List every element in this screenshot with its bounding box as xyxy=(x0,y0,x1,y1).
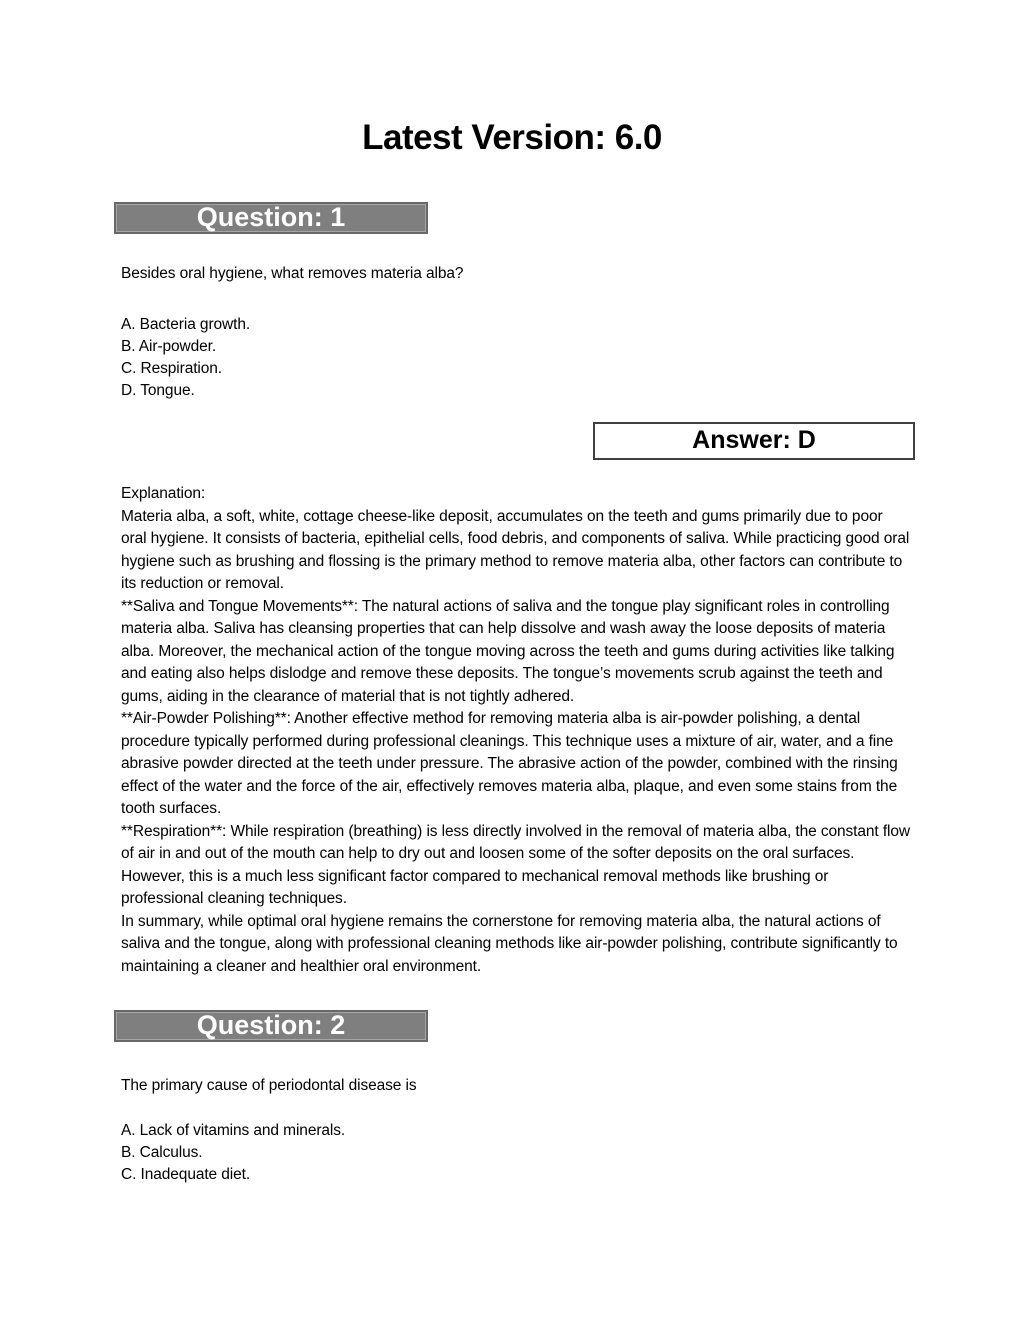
question-1-option-b: B. Air-powder. xyxy=(121,338,217,355)
explanation-label: Explanation: xyxy=(121,485,206,502)
answer-box xyxy=(593,422,915,460)
explanation-paragraph: Materia alba, a soft, white, cottage cheese-like deposit, accumulates on the teeth and gums primarily due to poor oral hygiene. It consists of bacteria, epithelial cells, food debris, and components of saliva. While practicing good oral hygiene such as brushing and flossing is the primary method to remove materia alba, other factors can contribute to its reduction or removal. xyxy=(121,507,910,592)
question-1-header-label: Question: 1 xyxy=(196,202,346,232)
question-2-text: The primary cause of periodontal disease is xyxy=(121,1077,417,1094)
explanation-paragraph: **Air-Powder Polishing**: Another effective method for removing materia alba is air-powder polishing, a dental procedure typically performed during professional cleanings. This technique uses a mixture of air, water, and a fine abrasive powder directed at the teeth under pressure. The abrasive action of the powder, combined with the rinsing effect of the water and the force of the air, effectively removes materia alba, plaque, and even some stains from the tooth surfaces. xyxy=(121,710,898,817)
answer-label: Answer: D xyxy=(692,426,816,454)
question-1-text: Besides oral hygiene, what removes materia alba? xyxy=(121,265,464,282)
question-1-header-bar xyxy=(114,202,428,234)
question-2-header-bar xyxy=(114,1010,428,1042)
page-title: Latest Version: 6.0 xyxy=(362,118,662,157)
question-1-options xyxy=(121,314,921,402)
question-2-option-c: C. Inadequate diet. xyxy=(121,1166,251,1183)
question-2-option-a: A. Lack of vitamins and minerals. xyxy=(121,1122,346,1139)
explanation-paragraph: In summary, while optimal oral hygiene remains the cornerstone for removing materia alba, the natural actions of saliva and the tongue, along with professional cleaning methods like air-powder polishing, contribute significantly to maintaining a cleaner and healthier oral environment. xyxy=(121,912,898,975)
question-1-option-c: C. Respiration. xyxy=(121,360,223,377)
question-2-option-b: B. Calculus. xyxy=(121,1144,203,1161)
question-2-header-label: Question: 2 xyxy=(196,1010,346,1040)
question-1-option-a: A. Bacteria growth. xyxy=(121,316,251,333)
question-2-options xyxy=(121,1120,921,1186)
explanation-paragraph: **Respiration**: While respiration (breathing) is less directly involved in the removal of materia alba, the constant flow of air in and out of the mouth can help to dry out and loosen some of the softer deposits on the oral surfaces. However, this is a much less significant factor compared to mechanical removal methods like brushing or professional cleaning techniques. xyxy=(121,822,911,907)
question-1-option-d: D. Tongue. xyxy=(121,382,195,399)
explanation-section xyxy=(121,483,911,978)
explanation-paragraph: **Saliva and Tongue Movements**: The natural actions of saliva and the tongue play significant roles in controlling materia alba. Saliva has cleansing properties that can help dissolve and wash away the loose deposits of materia alba. Moreover, the mechanical action of the tongue moving across the teeth and gums during activities like talking and eating also helps dislodge and remove these deposits. The tongue’s movements scrub against the teeth and gums, aiding in the clearance of material that is not tightly adhered. xyxy=(121,597,895,705)
